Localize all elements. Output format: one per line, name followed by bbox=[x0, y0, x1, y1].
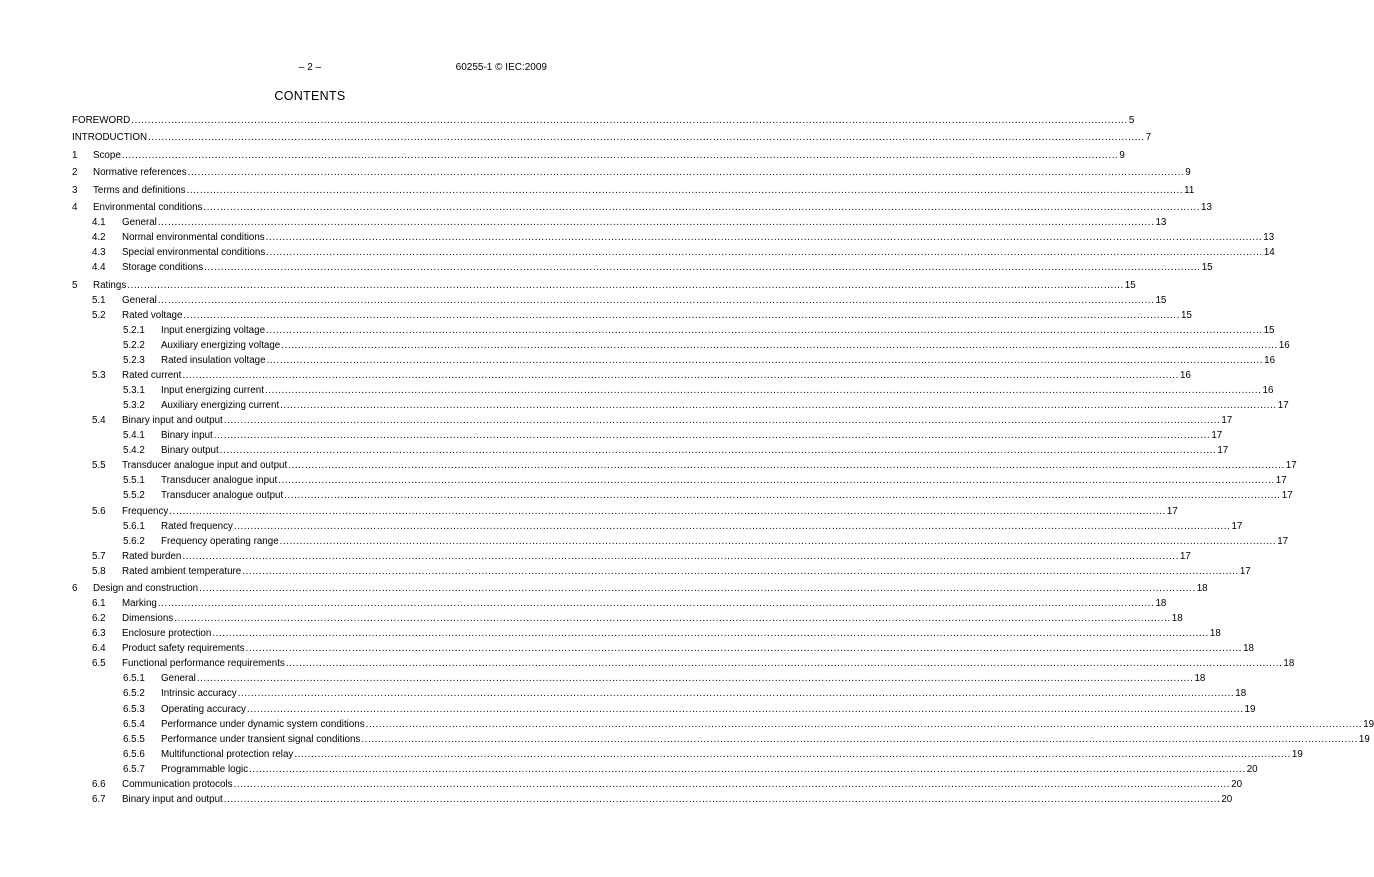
table-of-contents bbox=[72, 113, 1374, 807]
toc-entry-page: 15 bbox=[1155, 294, 1167, 306]
toc-entry-page: 17 bbox=[1239, 565, 1251, 577]
toc-entry-title: FOREWORD bbox=[72, 115, 131, 126]
page-number: – 2 – bbox=[298, 62, 322, 73]
toc-entry[interactable] bbox=[72, 383, 1274, 398]
dot-leader: ............................................................................................................................................................................................................................................................................................................ bbox=[278, 475, 1275, 487]
toc-entry-line bbox=[161, 686, 1247, 701]
toc-entry-page: 19 bbox=[1358, 733, 1370, 745]
toc-entry-line bbox=[122, 458, 1297, 473]
toc-entry[interactable] bbox=[72, 611, 1183, 626]
toc-entry[interactable] bbox=[72, 278, 1136, 293]
dot-leader: ............................................................................................................................................................................................................................................................................................................ bbox=[288, 460, 1285, 472]
toc-entry-title: Normative references bbox=[93, 167, 187, 179]
toc-entry-number: 5.5.2 bbox=[123, 490, 145, 502]
toc-entry-title: Rated burden bbox=[122, 550, 182, 562]
toc-entry-number: 5.5 bbox=[92, 460, 106, 472]
toc-entry-line bbox=[161, 353, 1276, 368]
toc-entry-line bbox=[72, 130, 1152, 145]
toc-entry[interactable] bbox=[72, 504, 1178, 519]
dot-leader: ............................................................................................................................................................................................................................................................................................................ bbox=[183, 309, 1181, 321]
toc-entry[interactable] bbox=[72, 488, 1293, 503]
dot-leader: ............................................................................................................................................................................................................................................................................................................ bbox=[365, 718, 1363, 730]
toc-entry-page: 19 bbox=[1363, 718, 1374, 730]
toc-entry-number: 4.3 bbox=[92, 247, 106, 259]
toc-entry-title: Rated ambient temperature bbox=[122, 565, 242, 577]
toc-entry-title: Storage conditions bbox=[122, 262, 204, 274]
toc-entry-title: Input energizing current bbox=[161, 385, 264, 397]
toc-entry-title: General bbox=[122, 294, 157, 306]
dot-leader: ............................................................................................................................................................................................................................................................................................................ bbox=[169, 505, 1166, 517]
toc-entry-page: 17 bbox=[1285, 460, 1297, 472]
toc-entry-title: Ratings bbox=[93, 279, 127, 291]
toc-entry-title: Transducer analogue output bbox=[161, 490, 284, 502]
toc-entry-page: 20 bbox=[1231, 778, 1243, 790]
toc-entry-page: 17 bbox=[1217, 445, 1229, 457]
toc-entry-title: Transducer analogue input and output bbox=[122, 460, 288, 472]
toc-entry-number: 4 bbox=[72, 202, 78, 214]
toc-entry-page: 13 bbox=[1263, 232, 1275, 244]
dot-leader: ............................................................................................................................................................................................................................................................................................................ bbox=[285, 658, 1283, 670]
dot-leader: ............................................................................................................................................................................................................................................................................................................ bbox=[186, 184, 1184, 196]
dot-leader: ............................................................................................................................................................................................................................................................................................................ bbox=[266, 324, 1263, 336]
toc-entry-number: 6.5.1 bbox=[123, 673, 145, 685]
toc-entry-line bbox=[122, 368, 1191, 383]
toc-entry-number: 5.2 bbox=[92, 309, 106, 321]
toc-entry-page: 17 bbox=[1179, 550, 1191, 562]
toc-entry[interactable] bbox=[72, 183, 1195, 198]
toc-entry-line bbox=[161, 428, 1223, 443]
toc-entry-number: 6.5.4 bbox=[123, 718, 145, 730]
toc-entry-line bbox=[93, 183, 1195, 198]
toc-entry-number: 6.7 bbox=[92, 793, 106, 805]
toc-entry-number: 5.4.2 bbox=[123, 445, 145, 457]
toc-entry[interactable] bbox=[72, 473, 1287, 488]
dot-leader: ............................................................................................................................................................................................................................................................................................................ bbox=[233, 778, 1231, 790]
dot-leader: ............................................................................................................................................................................................................................................................................................................ bbox=[182, 550, 1179, 562]
toc-entry-page: 17 bbox=[1281, 490, 1293, 502]
toc-entry-number: 5.2.1 bbox=[123, 324, 145, 336]
toc-entry[interactable] bbox=[72, 260, 1213, 275]
toc-entry-page: 20 bbox=[1246, 763, 1258, 775]
toc-entry-line bbox=[93, 278, 1136, 293]
toc-entry-title: General bbox=[122, 217, 157, 229]
toc-entry-title: Product safety requirements bbox=[122, 643, 245, 655]
toc-entry[interactable] bbox=[72, 148, 1125, 163]
toc-entry-line bbox=[161, 747, 1303, 762]
toc-entry[interactable] bbox=[72, 353, 1276, 368]
toc-entry-page: 18 bbox=[1194, 673, 1206, 685]
toc-entry-title: Special environmental conditions bbox=[122, 247, 266, 259]
toc-entry[interactable] bbox=[72, 777, 1243, 792]
toc-entry[interactable] bbox=[72, 732, 1370, 747]
dot-leader: ............................................................................................................................................................................................................................................................................................................ bbox=[264, 385, 1262, 397]
dot-leader: ............................................................................................................................................................................................................................................................................................................ bbox=[280, 400, 1277, 412]
toc-entry[interactable] bbox=[72, 413, 1233, 428]
toc-entry-page: 16 bbox=[1179, 370, 1191, 382]
dot-leader: ............................................................................................................................................................................................................................................................................................................ bbox=[266, 355, 1264, 367]
toc-entry-page: 9 bbox=[1119, 149, 1125, 161]
toc-entry[interactable] bbox=[72, 656, 1295, 671]
toc-entry[interactable] bbox=[72, 165, 1191, 180]
dot-leader: ............................................................................................................................................................................................................................................................................................................ bbox=[212, 628, 1209, 640]
toc-entry-number: 5.6.2 bbox=[123, 535, 145, 547]
toc-entry[interactable] bbox=[72, 323, 1275, 338]
page-title: CONTENTS bbox=[274, 89, 346, 103]
toc-entry-page: 16 bbox=[1264, 355, 1276, 367]
toc-entry-page: 18 bbox=[1243, 643, 1255, 655]
toc-entry-number: 5.2.2 bbox=[123, 340, 145, 351]
toc-entry-page: 15 bbox=[1201, 262, 1213, 274]
toc-entry[interactable] bbox=[72, 671, 1206, 686]
toc-entry[interactable] bbox=[72, 534, 1289, 549]
toc-entry-line bbox=[161, 702, 1256, 717]
toc-entry-line bbox=[122, 626, 1221, 641]
dot-leader: ............................................................................................................................................................................................................................................................................................................ bbox=[233, 520, 1231, 532]
toc-entry-number: 6.6 bbox=[92, 778, 106, 790]
standard-reference: 60255-1 © IEC:2009 bbox=[455, 62, 547, 73]
toc-entry-title: Enclosure protection bbox=[122, 628, 212, 640]
toc-entry-line bbox=[93, 165, 1191, 180]
toc-entry-page: 13 bbox=[1155, 217, 1167, 229]
toc-entry-line bbox=[93, 148, 1125, 163]
toc-entry-page: 18 bbox=[1209, 628, 1221, 640]
toc-entry-number: 6.2 bbox=[92, 613, 106, 625]
toc-entry-line bbox=[161, 398, 1289, 413]
toc-entry-number: 6.4 bbox=[92, 643, 106, 655]
toc-entry[interactable] bbox=[72, 293, 1167, 308]
toc-entry[interactable] bbox=[72, 113, 1135, 128]
toc-entry-line bbox=[161, 534, 1289, 549]
dot-leader: ............................................................................................................................................................................................................................................................................................................ bbox=[157, 217, 1155, 229]
toc-entry[interactable] bbox=[72, 398, 1289, 413]
toc-entry-title: Operating accuracy bbox=[161, 703, 246, 715]
toc-entry-title: Rated current bbox=[122, 370, 182, 382]
toc-entry-title: Communication protocols bbox=[122, 778, 233, 790]
toc-entry-number: 3 bbox=[72, 184, 78, 196]
toc-entry-line bbox=[161, 717, 1374, 732]
toc-entry-page: 17 bbox=[1166, 505, 1178, 517]
dot-leader: ............................................................................................................................................................................................................................................................................................................ bbox=[121, 149, 1119, 161]
toc-entry-line bbox=[161, 762, 1258, 777]
toc-entry[interactable] bbox=[72, 428, 1223, 443]
toc-entry-title: Environmental conditions bbox=[93, 202, 203, 214]
toc-entry[interactable] bbox=[72, 338, 1290, 353]
dot-leader: ............................................................................................................................................................................................................................................................................................................ bbox=[148, 132, 1145, 144]
toc-entry-title: Rated insulation voltage bbox=[161, 355, 266, 367]
toc-entry-number: 5.4 bbox=[92, 415, 106, 427]
toc-entry-number: 6.3 bbox=[92, 628, 106, 640]
toc-entry-page: 18 bbox=[1283, 658, 1295, 670]
toc-entry[interactable] bbox=[72, 792, 1233, 807]
toc-entry[interactable] bbox=[72, 717, 1374, 732]
toc-entry[interactable] bbox=[72, 200, 1212, 215]
dot-leader: ............................................................................................................................................................................................................................................................................................................ bbox=[266, 247, 1263, 259]
dot-leader: ............................................................................................................................................................................................................................................................................................................ bbox=[157, 598, 1155, 610]
toc-entry[interactable] bbox=[72, 549, 1191, 564]
toc-entry-line bbox=[122, 504, 1178, 519]
dot-leader: ............................................................................................................................................................................................................................................................................................................ bbox=[131, 115, 1128, 126]
toc-entry[interactable] bbox=[72, 762, 1258, 777]
dot-leader: ............................................................................................................................................................................................................................................................................................................ bbox=[213, 430, 1211, 442]
toc-entry-title: Performance under transient signal conditions bbox=[161, 733, 361, 745]
toc-entry-title: Scope bbox=[93, 149, 121, 161]
toc-entry[interactable] bbox=[72, 596, 1167, 611]
dot-leader: ............................................................................................................................................................................................................................................................................................................ bbox=[182, 370, 1179, 382]
dot-leader: ............................................................................................................................................................................................................................................................................................................ bbox=[249, 763, 1246, 775]
dot-leader: ............................................................................................................................................................................................................................................................................................................ bbox=[223, 793, 1221, 805]
toc-entry-number: 6.5.7 bbox=[123, 763, 145, 775]
toc-entry-page: 17 bbox=[1231, 520, 1243, 532]
dot-leader: ............................................................................................................................................................................................................................................................................................................ bbox=[279, 535, 1277, 547]
toc-entry-title: Design and construction bbox=[93, 583, 199, 595]
toc-entry-page: 16 bbox=[1278, 340, 1290, 351]
toc-entry[interactable] bbox=[72, 443, 1229, 458]
toc-entry-line bbox=[161, 338, 1290, 353]
toc-entry-title: Frequency operating range bbox=[161, 535, 279, 547]
toc-entry-title: INTRODUCTION bbox=[72, 132, 148, 144]
toc-entry-number: 5.6.1 bbox=[123, 520, 145, 532]
toc-entry-line bbox=[122, 293, 1167, 308]
toc-entry-page: 18 bbox=[1171, 613, 1183, 625]
toc-entry[interactable] bbox=[72, 215, 1167, 230]
toc-entry[interactable] bbox=[72, 308, 1192, 323]
toc-entry-title: Auxiliary energizing voltage bbox=[161, 340, 281, 351]
toc-entry-number: 6.1 bbox=[92, 598, 106, 610]
toc-entry[interactable] bbox=[72, 564, 1251, 579]
toc-entry-page: 17 bbox=[1275, 475, 1287, 487]
toc-entry-line bbox=[161, 443, 1229, 458]
toc-entry-page: 17 bbox=[1277, 400, 1289, 412]
toc-entry-number: 4.4 bbox=[92, 262, 106, 274]
toc-entry-line bbox=[122, 308, 1192, 323]
toc-entry-title: Rated frequency bbox=[161, 520, 233, 532]
toc-entry-line bbox=[161, 473, 1287, 488]
toc-entry-number: 5.6 bbox=[92, 505, 106, 517]
toc-entry-line bbox=[72, 113, 1135, 128]
toc-entry-page: 14 bbox=[1263, 247, 1275, 259]
toc-entry-page: 7 bbox=[1145, 132, 1152, 144]
toc-entry-page: 9 bbox=[1185, 167, 1191, 179]
toc-entry-number: 5.1 bbox=[92, 294, 106, 306]
toc-entry-line bbox=[122, 215, 1167, 230]
toc-entry-number: 5.8 bbox=[92, 565, 106, 577]
toc-entry-title: Terms and definitions bbox=[93, 184, 186, 196]
toc-entry-number: 5.4.1 bbox=[123, 430, 145, 442]
toc-entry-title: General bbox=[161, 673, 196, 685]
toc-entry-number: 5.2.3 bbox=[123, 355, 145, 367]
toc-entry-page: 15 bbox=[1124, 279, 1136, 291]
dot-leader: ............................................................................................................................................................................................................................................................................................................ bbox=[174, 613, 1171, 625]
toc-entry-page: 19 bbox=[1291, 748, 1303, 760]
toc-entry-title: Binary input bbox=[161, 430, 213, 442]
toc-entry-number: 2 bbox=[72, 167, 78, 179]
toc-entry-line bbox=[161, 671, 1206, 686]
dot-leader: ............................................................................................................................................................................................................................................................................................................ bbox=[127, 279, 1124, 291]
toc-entry-number: 6.5.6 bbox=[123, 748, 145, 760]
toc-entry-title: Binary input and output bbox=[122, 793, 223, 805]
toc-entry-title: Input energizing voltage bbox=[161, 324, 266, 336]
toc-entry-page: 19 bbox=[1244, 703, 1256, 715]
toc-entry-title: Intrinsic accuracy bbox=[161, 688, 237, 700]
toc-entry[interactable] bbox=[72, 519, 1243, 534]
toc-entry-title: Marking bbox=[122, 598, 157, 610]
dot-leader: ............................................................................................................................................................................................................................................................................................................ bbox=[223, 415, 1221, 427]
toc-entry-title: Performance under dynamic system conditions bbox=[161, 718, 365, 730]
toc-entry-number: 1 bbox=[72, 149, 78, 161]
toc-entry-page: 18 bbox=[1235, 688, 1247, 700]
toc-entry[interactable] bbox=[72, 230, 1275, 245]
toc-entry-line bbox=[122, 260, 1213, 275]
dot-leader: ............................................................................................................................................................................................................................................................................................................ bbox=[245, 643, 1243, 655]
toc-entry-line bbox=[161, 732, 1370, 747]
toc-entry[interactable] bbox=[72, 626, 1221, 641]
toc-entry-number: 4.1 bbox=[92, 217, 106, 229]
dot-leader: ............................................................................................................................................................................................................................................................................................................ bbox=[203, 202, 1201, 214]
toc-entry-title: Transducer analogue input bbox=[161, 475, 278, 487]
toc-entry[interactable] bbox=[72, 641, 1255, 656]
toc-entry-number: 4.2 bbox=[92, 232, 106, 244]
toc-entry-page: 17 bbox=[1277, 535, 1289, 547]
toc-entry-number: 6.5.2 bbox=[123, 688, 145, 700]
toc-entry-page: 17 bbox=[1221, 415, 1233, 427]
toc-entry-line bbox=[122, 641, 1255, 656]
dot-leader: ............................................................................................................................................................................................................................................................................................................ bbox=[219, 445, 1217, 457]
dot-leader: ............................................................................................................................................................................................................................................................................................................ bbox=[157, 294, 1155, 306]
toc-entry-line bbox=[161, 383, 1274, 398]
dot-leader: ............................................................................................................................................................................................................................................................................................................ bbox=[196, 673, 1194, 685]
dot-leader: ............................................................................................................................................................................................................................................................................................................ bbox=[281, 340, 1278, 351]
toc-entry-title: Frequency bbox=[122, 505, 169, 517]
toc-entry-line bbox=[161, 488, 1293, 503]
toc-entry-number: 5.3.2 bbox=[123, 400, 145, 412]
toc-entry-page: 15 bbox=[1263, 324, 1275, 336]
toc-entry-title: Functional performance requirements bbox=[122, 658, 285, 670]
toc-entry-line bbox=[122, 549, 1191, 564]
toc-entry-page: 13 bbox=[1201, 202, 1212, 214]
toc-entry-title: Multifunctional protection relay bbox=[161, 748, 294, 760]
toc-entry-title: Binary input and output bbox=[122, 415, 223, 427]
toc-entry-line bbox=[161, 519, 1243, 534]
toc-entry-page: 17 bbox=[1211, 430, 1223, 442]
dot-leader: ............................................................................................................................................................................................................................................................................................................ bbox=[199, 583, 1196, 595]
dot-leader: ............................................................................................................................................................................................................................................................................................................ bbox=[246, 703, 1244, 715]
toc-entry[interactable] bbox=[72, 245, 1275, 260]
toc-entry-number: 5.7 bbox=[92, 550, 106, 562]
toc-entry[interactable] bbox=[72, 747, 1303, 762]
toc-entry-line bbox=[122, 564, 1251, 579]
toc-entry-line bbox=[122, 656, 1295, 671]
toc-entry-title: Dimensions bbox=[122, 613, 174, 625]
toc-entry-page: 18 bbox=[1196, 583, 1208, 595]
dot-leader: ............................................................................................................................................................................................................................................................................................................ bbox=[237, 688, 1235, 700]
toc-entry-number: 6.5.5 bbox=[123, 733, 145, 745]
dot-leader: ............................................................................................................................................................................................................................................................................................................ bbox=[361, 733, 1358, 745]
toc-entry-page: 11 bbox=[1184, 184, 1195, 196]
toc-entry-title: Normal environmental conditions bbox=[122, 232, 265, 244]
toc-entry-line bbox=[122, 611, 1183, 626]
toc-entry-number: 5.3.1 bbox=[123, 385, 145, 397]
toc-entry-number: 5.3 bbox=[92, 370, 106, 382]
toc-entry-line bbox=[93, 581, 1208, 596]
toc-entry[interactable] bbox=[72, 130, 1152, 145]
toc-entry-title: Binary output bbox=[161, 445, 219, 457]
toc-entry-title: Rated voltage bbox=[122, 309, 183, 321]
dot-leader: ............................................................................................................................................................................................................................................................................................................ bbox=[242, 565, 1239, 577]
toc-entry-number: 6 bbox=[72, 583, 78, 595]
toc-entry-number: 5 bbox=[72, 279, 78, 291]
toc-entry[interactable] bbox=[72, 702, 1256, 717]
dot-leader: ............................................................................................................................................................................................................................................................................................................ bbox=[265, 232, 1263, 244]
toc-entry[interactable] bbox=[72, 581, 1208, 596]
dot-leader: ............................................................................................................................................................................................................................................................................................................ bbox=[204, 262, 1201, 274]
toc-entry-page: 20 bbox=[1221, 793, 1233, 805]
toc-entry-page: 5 bbox=[1128, 115, 1135, 126]
dot-leader: ............................................................................................................................................................................................................................................................................................................ bbox=[187, 167, 1185, 179]
toc-entry-title: Programmable logic bbox=[161, 763, 249, 775]
dot-leader: ............................................................................................................................................................................................................................................................................................................ bbox=[284, 490, 1281, 502]
toc-entry-line bbox=[122, 777, 1243, 792]
toc-entry-page: 15 bbox=[1181, 309, 1192, 321]
toc-entry-title: Auxiliary energizing current bbox=[161, 400, 280, 412]
toc-entry[interactable] bbox=[72, 686, 1247, 701]
toc-entry-number: 5.5.1 bbox=[123, 475, 145, 487]
toc-entry-line bbox=[122, 230, 1275, 245]
toc-entry-number: 6.5 bbox=[92, 658, 106, 670]
toc-entry-line bbox=[122, 792, 1233, 807]
toc-entry[interactable] bbox=[72, 458, 1297, 473]
toc-entry[interactable] bbox=[72, 368, 1191, 383]
toc-entry-line bbox=[122, 245, 1275, 260]
toc-entry-number: 6.5.3 bbox=[123, 703, 145, 715]
toc-entry-page: 16 bbox=[1262, 385, 1274, 397]
toc-entry-line bbox=[93, 200, 1212, 215]
toc-entry-page: 18 bbox=[1155, 598, 1167, 610]
toc-entry-line bbox=[122, 596, 1167, 611]
toc-entry-line bbox=[122, 413, 1233, 428]
toc-entry-line bbox=[161, 323, 1275, 338]
dot-leader: ............................................................................................................................................................................................................................................................................................................ bbox=[294, 748, 1291, 760]
